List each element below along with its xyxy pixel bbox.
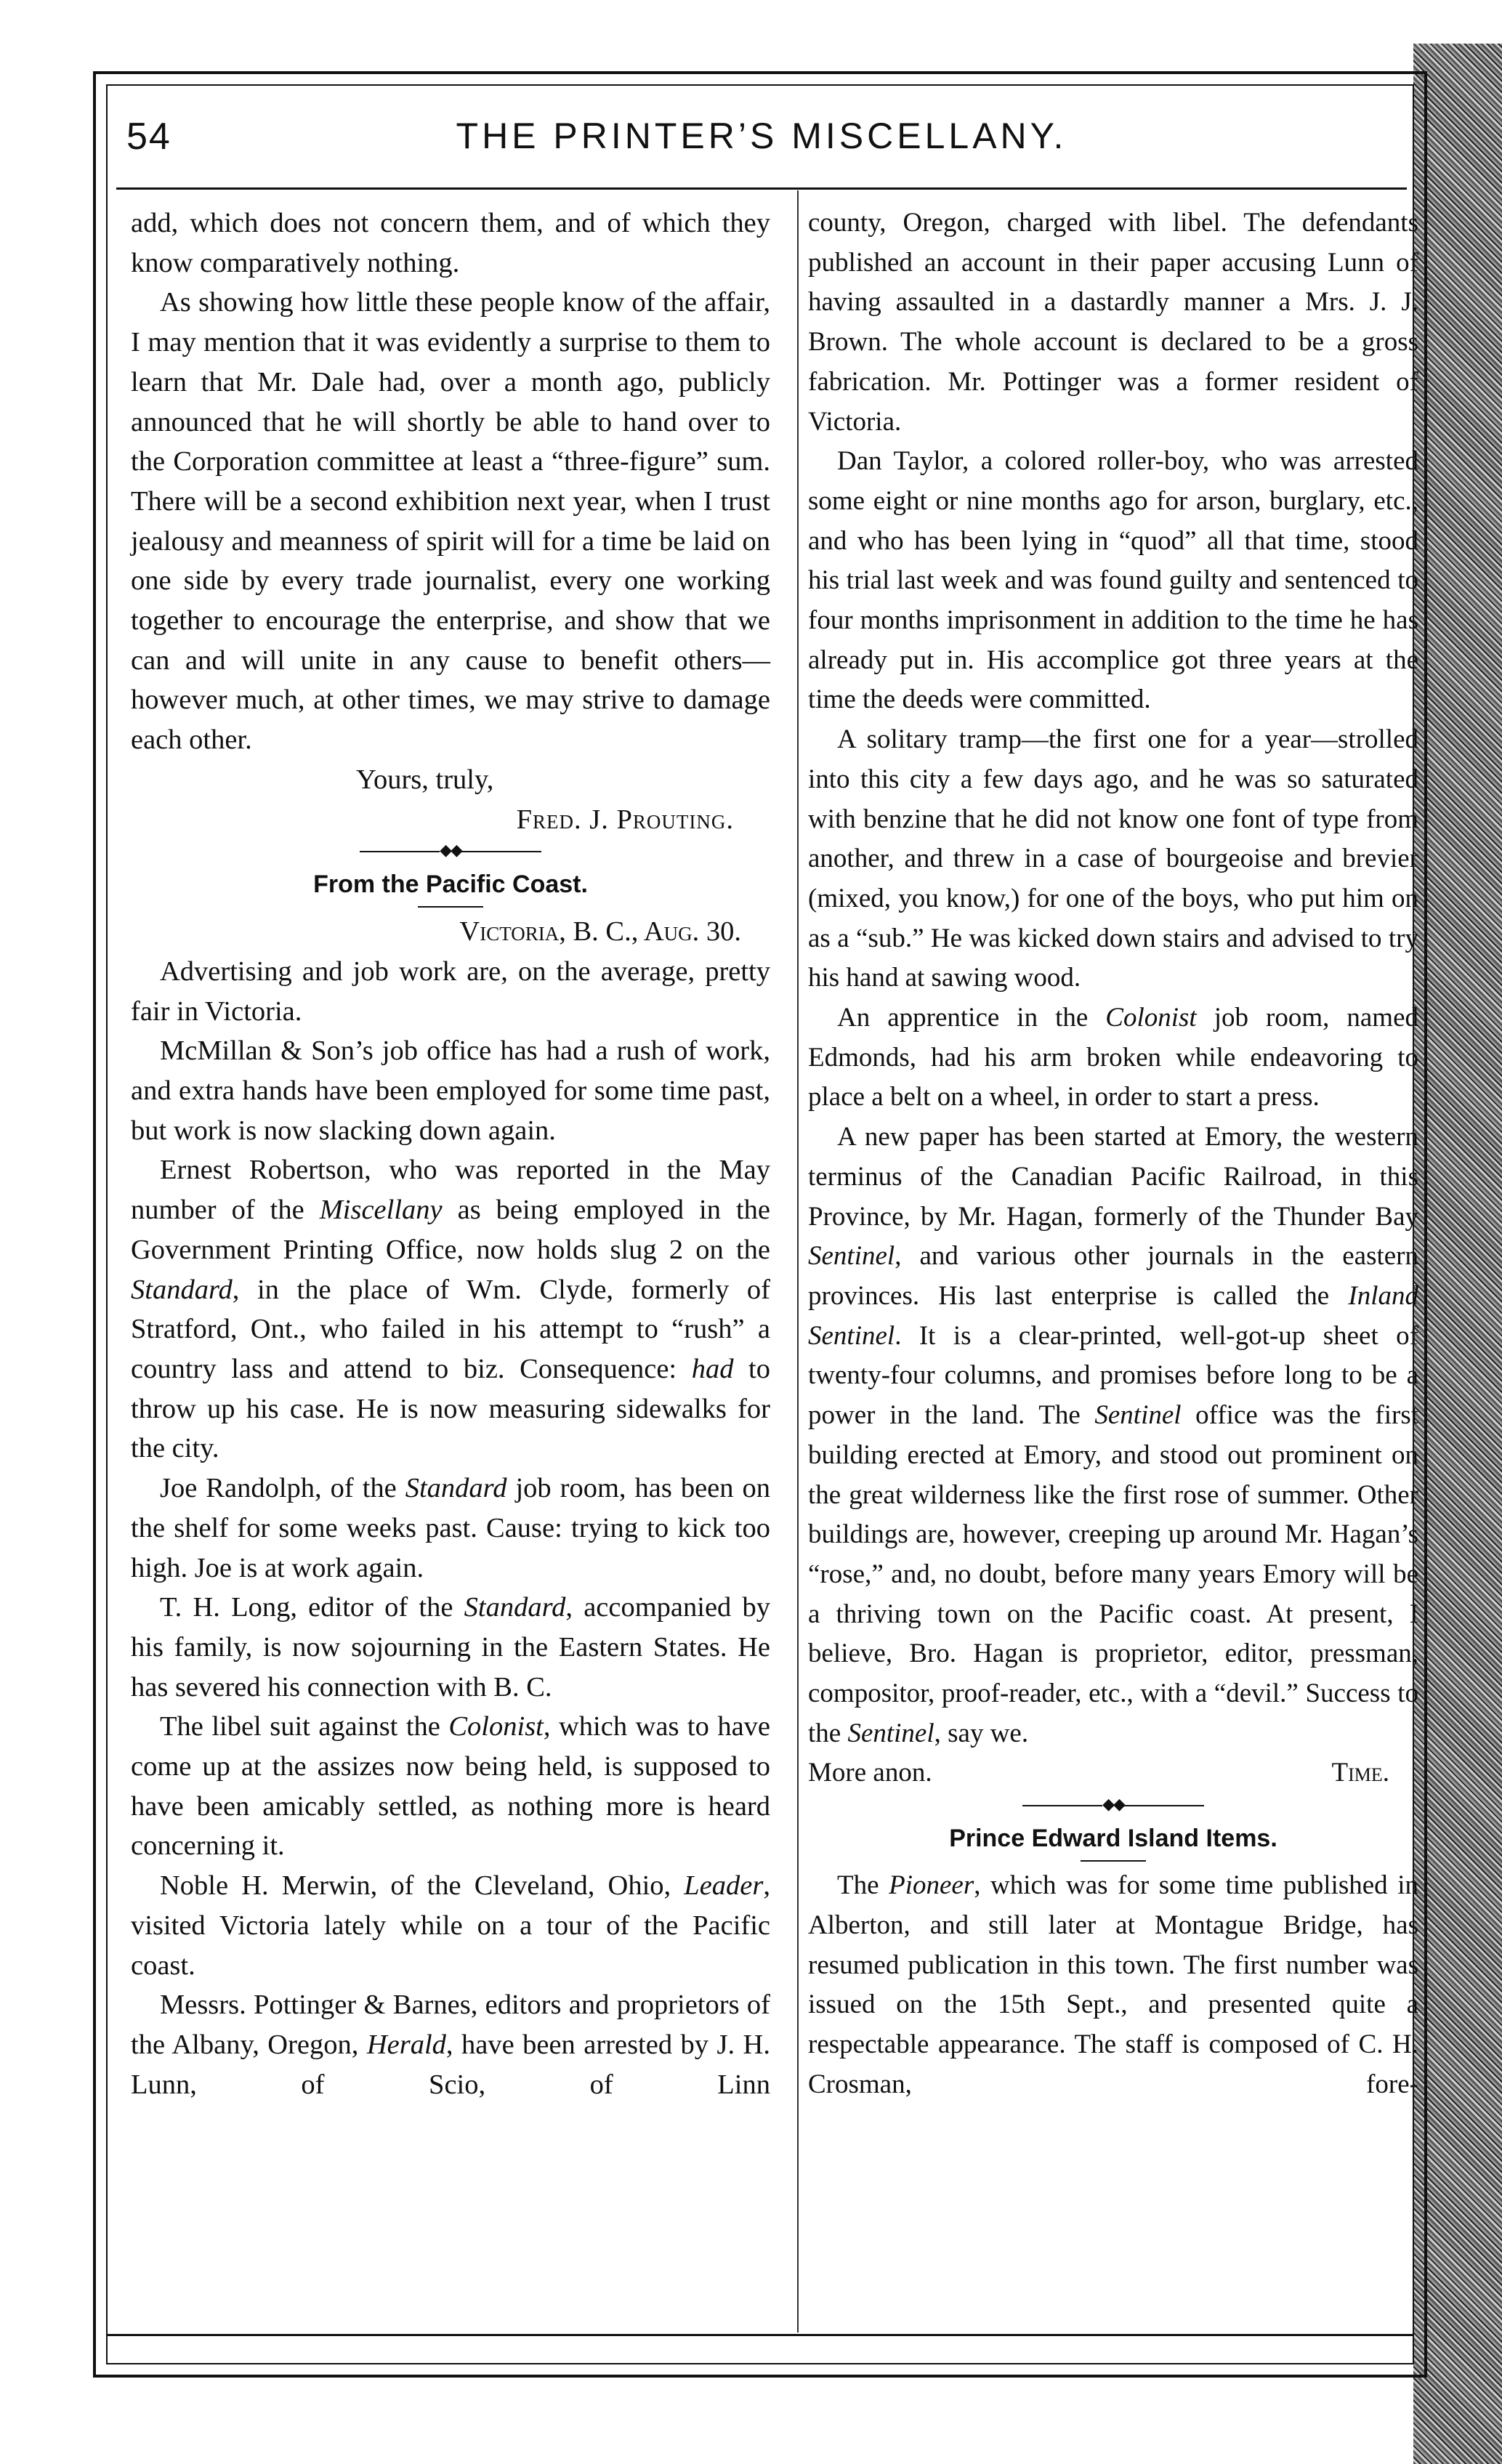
paragraph: [131, 1150, 770, 1469]
text: Ernest Robertson, who was reported in the May number of the: [131, 1155, 770, 1226]
italic-text: Colonist: [1105, 1003, 1197, 1033]
ornament-divider: ◆◆: [808, 1793, 1418, 1815]
paragraph: Dan Taylor, a colored roller-boy, who was arrested some eight or nine months ago for arson, burglary, etc., and who has been lying in “quod” all that time, stood his trial last week and was found guilty and sentenced to four months imprisonment in addition to the time he has already put in. His accomplice got three years at the time the deeds were committed.: [808, 446, 1418, 715]
text: Messrs. Pottinger & Barnes, editors and proprietors of the Albany, Oregon,: [131, 1990, 770, 2060]
left-column: [131, 203, 770, 2104]
text: , in the place of Wm. Clyde, formerly of Stratford, Ont., who failed in his attempt to “rush” a country lass and attend to biz. Consequence:: [131, 1274, 770, 1384]
column-divider: [797, 190, 799, 2332]
signature: Time.: [1331, 1758, 1389, 1788]
text: to throw up his case. He is now measuring sidewalks for the city.: [131, 1353, 770, 1464]
short-rule: [1081, 1860, 1146, 1862]
right-column: [808, 203, 1418, 2104]
text: , which was to have come up at the assizes now being held, is supposed to have been amicably settled, as nothing more is heard concerning it.: [131, 1711, 770, 1862]
italic-text: Inland Sentinel: [808, 1280, 1418, 1351]
text: More anon.: [808, 1758, 932, 1788]
paragraph: [131, 1469, 770, 1588]
text: , have been arrested by J. H. Lunn, of Scio, of Linn: [131, 2029, 770, 2100]
text: The: [837, 1870, 889, 1901]
ornament-divider: ◆◆: [131, 839, 770, 861]
text: . It is a clear-printed, well-got-up sheet of twenty-four columns, and promises before long to be a power in the land. The: [808, 1320, 1418, 1431]
italic-text: Sentinel: [847, 1718, 934, 1748]
signature: Fred. J. Prouting.: [516, 804, 734, 835]
closing: Yours, truly,: [356, 764, 494, 795]
text: An apprentice in the: [837, 1003, 1106, 1033]
text: office was the first building erected at Emory, and stood out prominent on the great wilderness like the first rose of summer. Other buildings are, however, creeping up around Mr. Hagan’s “rose,” and, no doubt, before many years Emory will be a thriving town on the Pacific coast. At present, I believe, Bro. Hagan is proprietor, editor, pressman, compositor, proof-reader, etc., with a “devil.” Success to the: [808, 1400, 1418, 1748]
dateline: Victoria, B. C., Aug. 30.: [459, 916, 741, 948]
section-heading: Prince Edward Island Items.: [949, 1825, 1277, 1853]
italic-text: Sentinel: [808, 1241, 895, 1272]
letter-signoff: [131, 760, 770, 839]
paragraph: [808, 998, 1418, 1118]
italic-text: Miscellany: [319, 1195, 443, 1226]
text: job room, named Edmonds, had his arm broken while endeavoring to place a belt on a wheel, in order to start a press.: [808, 1003, 1418, 1112]
italic-text: Herald: [366, 2029, 446, 2060]
section-heading: From the Pacific Coast.: [313, 871, 588, 899]
text: , say we.: [934, 1718, 1029, 1748]
text: , and various other journals in the eastern provinces. His last enterprise is called the: [808, 1241, 1418, 1311]
header-rule: [116, 187, 1407, 190]
paragraph: [808, 1118, 1418, 1753]
text: A new paper has been started at Emory, the western terminus of the Canadian Pacific Railroad, in this Province, by Mr. Hagan, formerly of the Thunder Bay: [808, 1122, 1418, 1232]
text: Noble H. Merwin, of the Cleveland, Ohio,: [160, 1870, 685, 1902]
text: The libel suit against the: [160, 1711, 449, 1742]
text: Joe Randolph, of the: [160, 1473, 405, 1504]
italic-text: Standard: [131, 1274, 233, 1305]
paragraph: [131, 1985, 770, 2104]
italic-text: Pioneer: [889, 1870, 974, 1901]
short-rule: [418, 906, 483, 908]
text: as being employed in the Government Printing Office, now holds slug 2 on the: [131, 1195, 771, 1265]
page-number: 54: [126, 116, 171, 158]
page-header: [116, 109, 1407, 167]
paragraph: Advertising and job work are, on the average, pretty fair in Victoria.: [131, 956, 770, 1027]
paragraph: [131, 1588, 770, 1707]
paragraph: As showing how little these people know of the affair, I may mention that it was evidently a surprise to them to learn that Mr. Dale had, over a month ago, publicly announced that he will shortly be able to hand over to the Corporation committee at least a “three-figure” sum. There will be a second exhibition next year, when I trust jealousy and meanness of spirit will for a time be laid on one side by every trade journalist, every one working together to encourage the enterprise, and show that we can and will unite in any cause to benefit others—however much, at other times, we may strive to damage each other.: [131, 287, 770, 756]
paragraph: add, which does not concern them, and of which they know comparatively nothing.: [131, 208, 770, 278]
italic-text: Standard: [405, 1473, 507, 1504]
text: job room, has been on the shelf for some weeks past. Cause: trying to kick too high. Joe is at work again.: [131, 1473, 771, 1583]
bottom-rule: [108, 2334, 1413, 2336]
paragraph: [131, 1707, 770, 1866]
text: , which was for some time published in Alberton, and still later at Montague Bridge, has resumed publication in this town. The first number was issued on the 15th Sept., and presented quite a respectable appearance. The staff is composed of C. H. Crosman, fore-: [808, 1870, 1418, 2099]
signoff-line: [808, 1753, 1418, 1793]
paragraph: A solitary tramp—the first one for a year—strolled into this city a few days ago, and he was so saturated with benzine that he did not know one font of type from another, and threw in a case of bourgeoise and brevier (mixed, you know,) for one of the boys, who put him on as a “sub.” He was kicked down stairs and advised to try his hand at sawing wood.: [808, 724, 1418, 993]
italic-text: Leader: [684, 1870, 764, 1902]
paragraph: [131, 1866, 770, 1985]
italic-text: Sentinel: [1094, 1400, 1182, 1431]
italic-text: Standard: [464, 1592, 566, 1623]
text: , accompanied by his family, is now sojourning in the Eastern States. He has severed his connection with B. C.: [131, 1592, 770, 1702]
italic-text: had: [691, 1353, 734, 1384]
italic-text: Colonist: [448, 1711, 544, 1742]
text: , visited Victoria lately while on a tour of the Pacific coast.: [131, 1870, 770, 1981]
paragraph: [808, 1866, 1418, 2104]
dateline-wrapper: [131, 912, 770, 952]
paragraph: McMillan & Son’s job office has had a rush of work, and extra hands have been employed for some time past, but work is now slacking down again.: [131, 1035, 770, 1146]
text: T. H. Long, editor of the: [160, 1592, 464, 1623]
paragraph: county, Oregon, charged with libel. The defendants published an account in their paper accusing Lunn of having assaulted in a dastardly manner a Mrs. J. J. Brown. The whole account is declared to be a gross fabrication. Mr. Pottinger was a former resident of Victoria.: [808, 208, 1418, 437]
running-title: THE PRINTER’S MISCELLANY.: [456, 116, 1067, 156]
